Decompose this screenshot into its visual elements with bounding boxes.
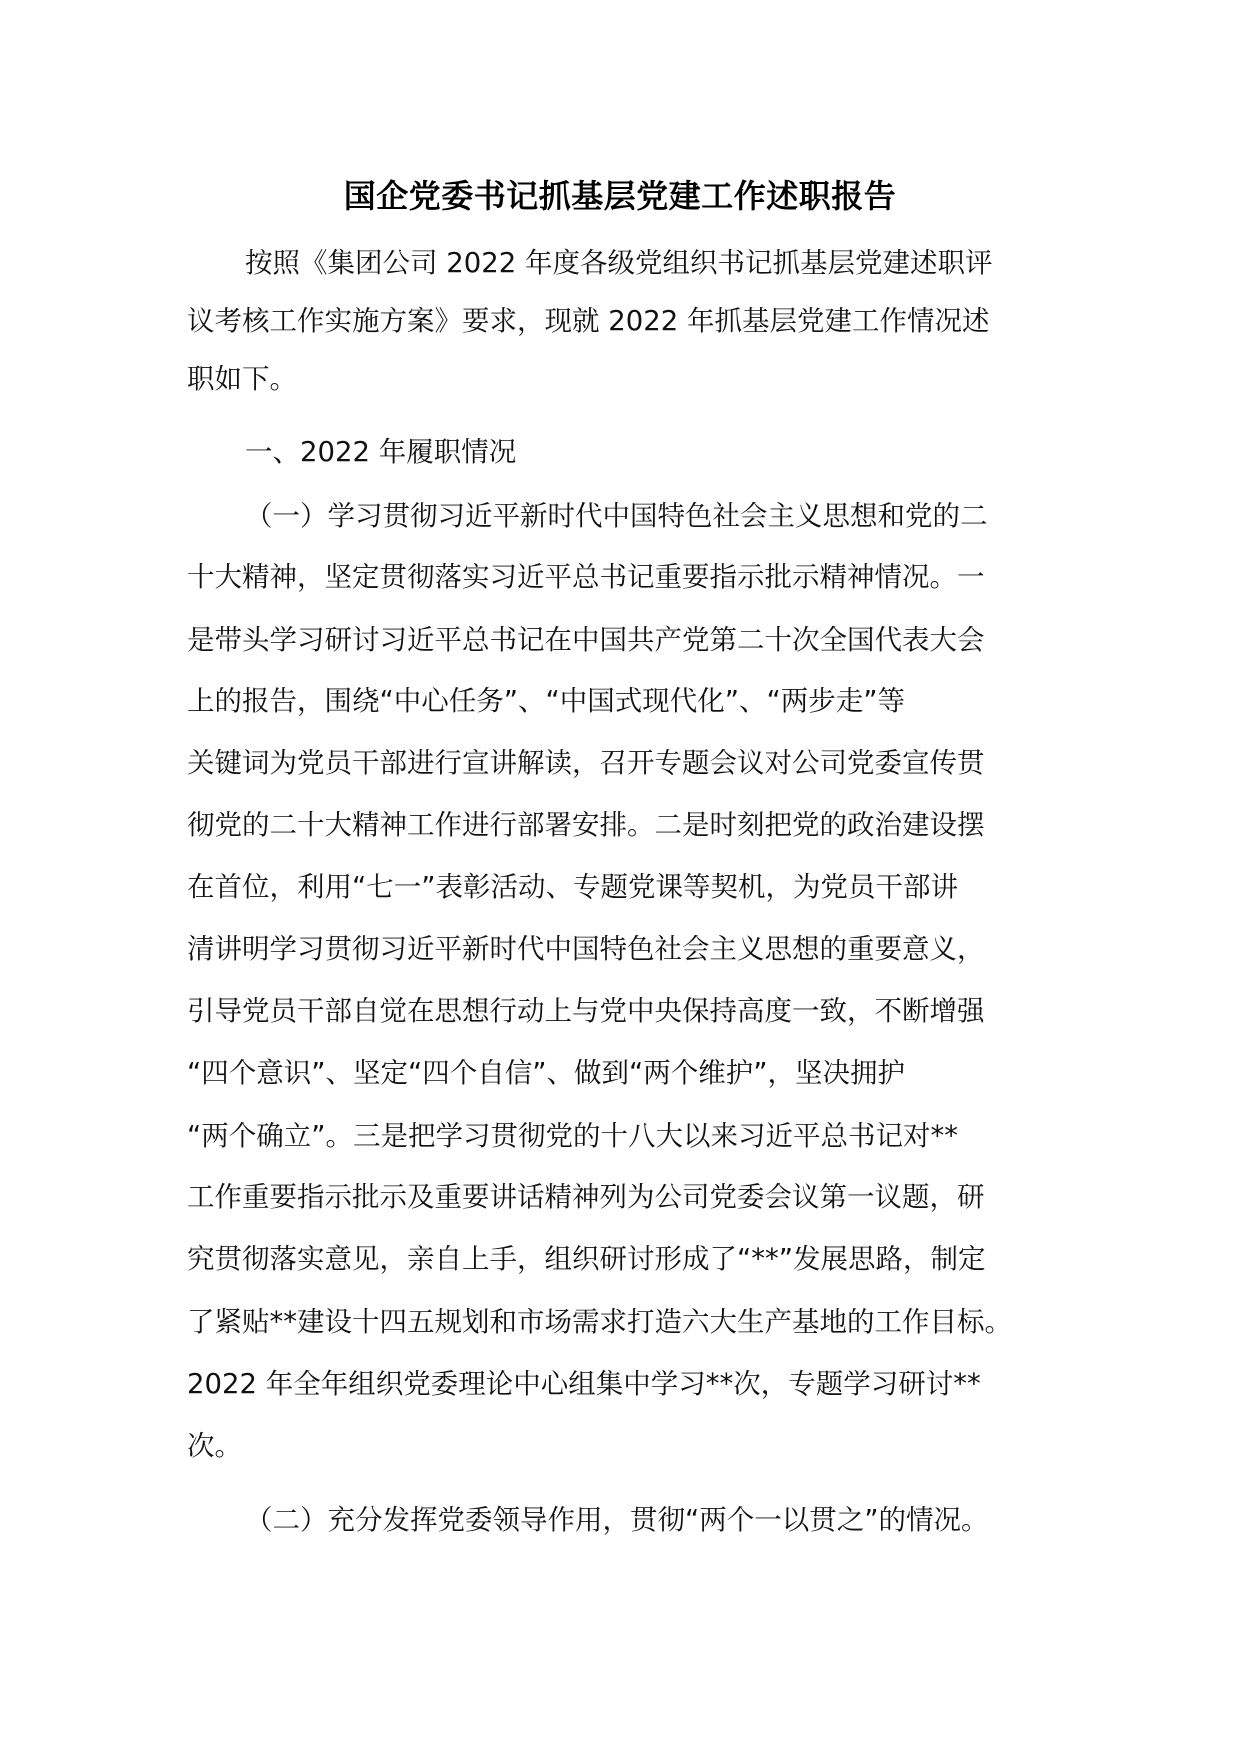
subsection-1-line-6: 彻党的二十大精神工作进行部署安排。二是时刻把党的政治建设摆 bbox=[187, 809, 985, 841]
subsection-1-line-5: 关键词为党员干部进行宣讲解读，召开专题会议对公司党委宣传贯 bbox=[187, 747, 985, 779]
subsection-1-line-2: 十大精神，坚定贯彻落实习近平总书记重要指示批示精神情况。一 bbox=[187, 561, 985, 593]
paragraph-1-line-1: 按照《集团公司 2022 年度各级党组织书记抓基层党建述职评 bbox=[245, 247, 993, 279]
subsection-1-line-3: 是带头学习研讨习近平总书记在中国共产党第二十次全国代表大会 bbox=[187, 624, 985, 656]
subsection-1-line-10: “四个意识”、坚定“四个自信”、做到“两个维护”，坚决拥护 bbox=[187, 1057, 905, 1089]
subsection-1-line-15: 2022 年全年组织党委理论中心组集中学习**次，专题学习研讨** bbox=[187, 1368, 981, 1400]
document-title: 国企党委书记抓基层党建工作述职报告 bbox=[343, 177, 897, 215]
subsection-1-line-8: 清讲明学习贯彻习近平新时代中国特色社会主义思想的重要意义， bbox=[187, 933, 985, 965]
paragraph-1-line-2: 议考核工作实施方案》要求，现就 2022 年抓基层党建工作情况述 bbox=[187, 305, 990, 337]
subsection-1-line-12: 工作重要指示批示及重要讲话精神列为公司党委会议第一议题，研 bbox=[187, 1181, 985, 1213]
subsection-1-line-7: 在首位，利用“七一”表彰活动、专题党课等契机，为党员干部讲 bbox=[187, 871, 958, 903]
subsection-1-line-13: 究贯彻落实意见，亲自上手，组织研讨形成了“**”发展思路，制定 bbox=[187, 1243, 986, 1275]
subsection-2-heading: （二）充分发挥党委领导作用，贯彻“两个一以贯之”的情况。 bbox=[245, 1504, 989, 1536]
paragraph-1-line-3: 职如下。 bbox=[187, 363, 297, 395]
subsection-1-line-4: 上的报告，围绕“中心任务”、“中国式现代化”、“两步走”等 bbox=[187, 685, 905, 717]
section-heading-1: 一、2022 年履职情况 bbox=[245, 436, 517, 468]
subsection-1-line-14: 了紧贴**建设十四五规划和市场需求打造六大生产基地的工作目标。 bbox=[187, 1306, 1012, 1338]
subsection-1-line-11: “两个确立”。三是把学习贯彻党的十八大以来习近平总书记对** bbox=[187, 1120, 958, 1152]
subsection-1-line-1: （一）学习贯彻习近平新时代中国特色社会主义思想和党的二 bbox=[245, 500, 988, 532]
subsection-1-line-16: 次。 bbox=[187, 1430, 242, 1462]
subsection-1-line-9: 引导党员干部自觉在思想行动上与党中央保持高度一致，不断增强 bbox=[187, 995, 985, 1027]
